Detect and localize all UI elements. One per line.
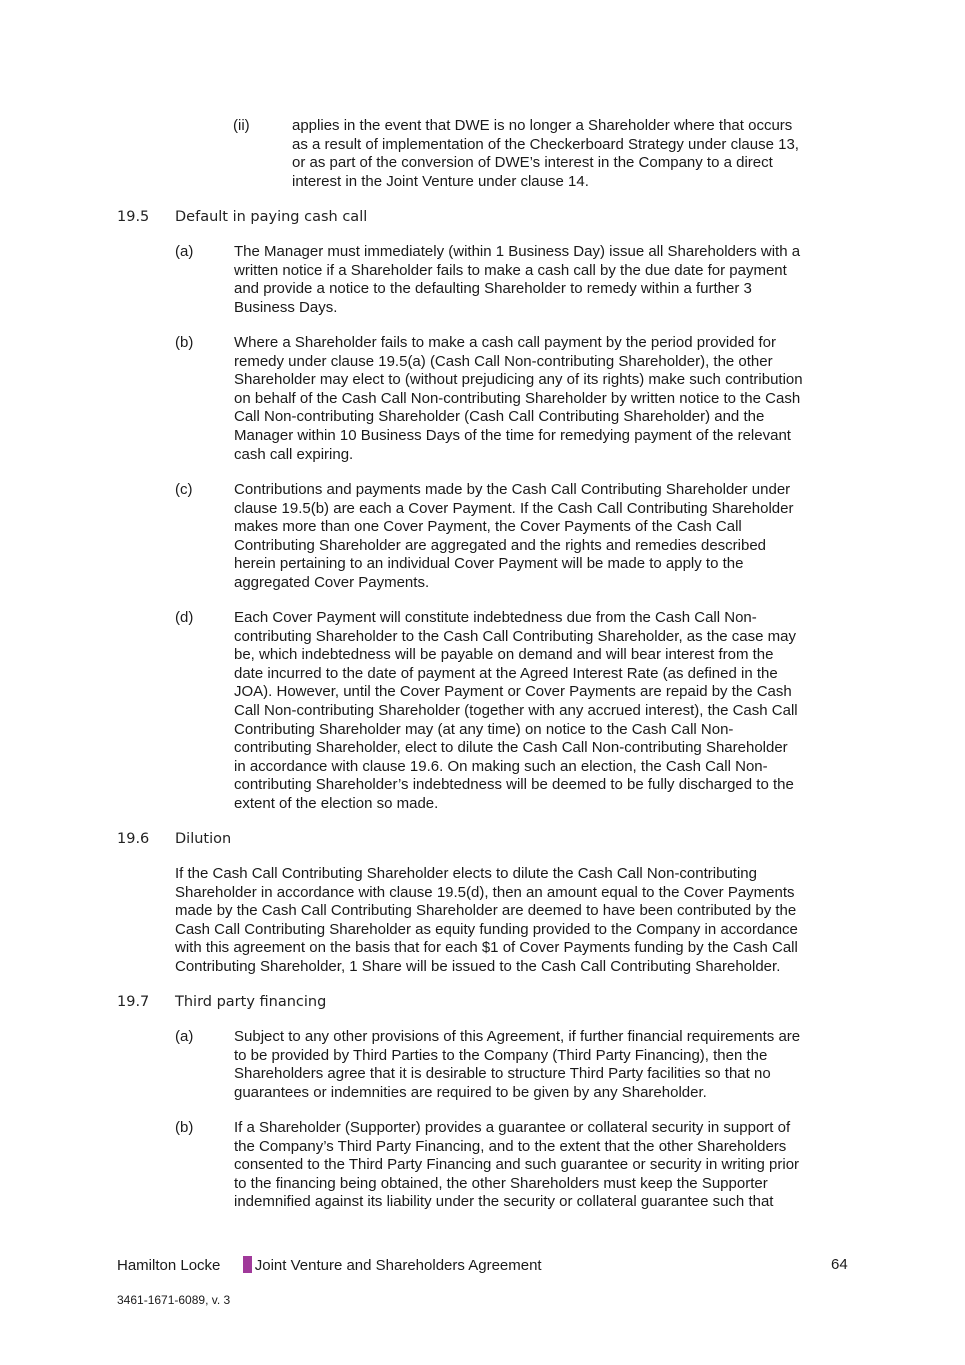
item-text: The Manager must immediately (within 1 Business Day) issue all Shareholders with a written notice if a Shareholder fails to make a cash call by the due date for payment and provide a notice to the defaulting Shareholder to remedy within a further 3 Business Days.: [234, 243, 801, 316]
paragraph: If the Cash Call Contributing Shareholder elects to dilute the Cash Call Non-contributing Shareholder in accordance with clause 19.5(d), then an amount equal to the Cover Payments made by the Cash Call Contributing Shareholder are deemed to have been contributed by the Cash Call Contributing Shareholder as equity funding provided to the Company in accordance with this agreement on the basis that for each $1 of Cover Payments funding by the Cash Call Contributing Shareholder, 1 Share will be issued to the Cash Call Contributing Shareholder.: [175, 865, 798, 975]
item-text: Subject to any other provisions of this Agreement, if further financial requirements are to be provided by Third Parties to the Company (Third Party Financing), then the Shareholders agree that it is desirable to structure Third Party facilities so that no guarantees or indemnities are required to be given by any Shareholder.: [234, 1028, 801, 1101]
item-label: (b): [175, 1119, 194, 1136]
document-id: 3461-1671-6089, v. 3: [117, 1293, 231, 1307]
clause-heading: Default in paying cash call: [175, 209, 368, 225]
item-label: (c): [175, 481, 193, 498]
clause-heading: Dilution: [175, 831, 232, 847]
item-text: Contributions and payments made by the Cash Call Contributing Shareholder under clause 19.5(b) are each a Cover Payment. If the Cash Call Contributing Shareholder makes more than one Cover Payment, the Cover Payments of the Cash Call Contributing Shareholder are aggregated and the rights and remedies described herein pertaining to an individual Cover Payment will be made to apply to the aggregated Cover Payments.: [234, 481, 794, 591]
item-text: If a Shareholder (Supporter) provides a guarantee or collateral security in support of the Company’s Third Party Financing, and to the extent that the other Shareholders consented to the Third Party Financing and such guarantee or security in writing prior to the financing being obtained, the other Shareholders must keep the Supporter indemnified against its liability under the security or collateral guarantee such that: [234, 1119, 800, 1211]
sub-item-label: (ii): [233, 117, 250, 134]
item-label: (b): [175, 334, 194, 351]
item-label: (d): [175, 609, 194, 626]
footer-left: [117, 1256, 542, 1275]
item-text: Each Cover Payment will constitute indebtedness due from the Cash Call Non- contributing Shareholder to the Cash Call Contributing Shareholder, as the case may be, which indebtedness will be payable on demand and will bear interest from the date incurred to the date of payment at the Agreed Interest Rate (as defined in the JOA). However, until the Cover Payment or Cover Payments are repaid by the Cash Call Non-contributing Shareholder (together with any accrued interest), the Cash Call Contributing Shareholder may (at any time) on notice to the Cash Call Non- contributing Shareholder, elect to dilute the Cash Call Non-contributing Shareholder in accordance with clause 19.6. On making such an election, the Cash Call Non- contributing Shareholder’s indebtedness will be deemed to be fully discharged to the extent of the election so made.: [234, 609, 798, 812]
footer-accent-bar: [243, 1256, 252, 1273]
item-text: Where a Shareholder fails to make a cash call payment by the period provided for remedy under clause 19.5(a) (Cash Call Non-contributing Shareholder), the other Shareholder may elect to (without prejudicing any of its rights) make such contribution on behalf of the Cash Call Non-contributing Shareholder by written notice to the Cash Call Non-contributing Shareholder (Cash Call Contributing Shareholder) and the Manager within 10 Business Days of the time for remedying payment of the relevant cash call expiring.: [234, 334, 803, 463]
item-label: (a): [175, 1028, 194, 1045]
clause-number: 19.7: [117, 994, 150, 1010]
clause-number: 19.5: [117, 209, 150, 225]
sub-item-text: applies in the event that DWE is no longer a Shareholder where that occurs as a result of implementation of the Checkerboard Strategy under clause 13, or as part of the conversion of DWE’s interest in the Company to a direct interest in the Joint Venture under clause 14.: [292, 117, 799, 190]
item-label: (a): [175, 243, 194, 260]
footer-firm-name: Hamilton Locke: [117, 1257, 221, 1274]
clause-heading: Third party financing: [175, 994, 327, 1010]
page-number: 64: [831, 1256, 848, 1273]
clause-number: 19.6: [117, 831, 150, 847]
footer-document-title: Joint Venture and Shareholders Agreement: [254, 1257, 542, 1274]
